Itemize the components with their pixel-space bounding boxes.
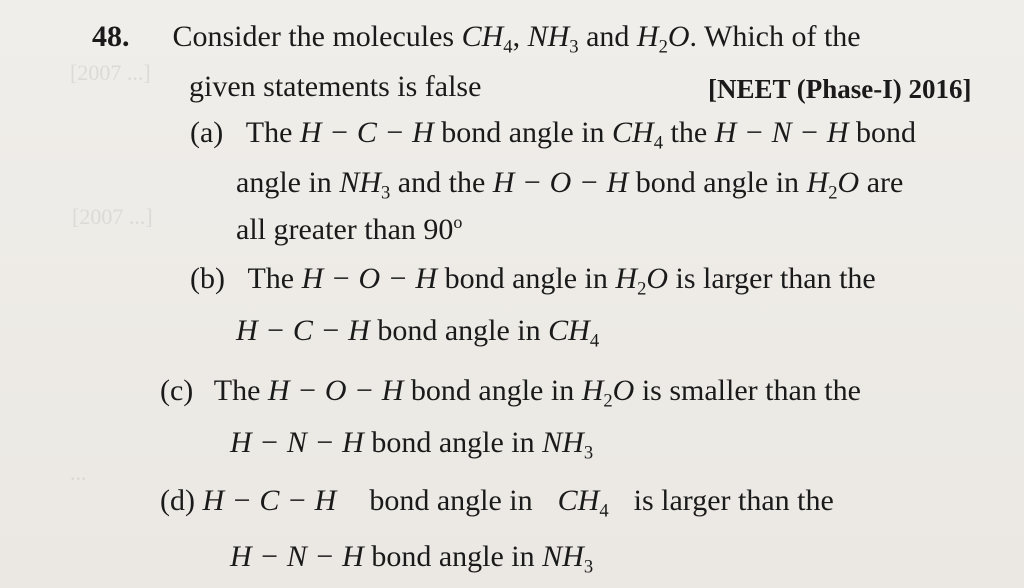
option-c-line-2: H − N − H bond angle in $NH_3$	[230, 426, 594, 464]
option-label: (c)	[160, 374, 194, 407]
bond-hoh: H − O − H	[267, 374, 404, 407]
option-label: (b)	[190, 262, 225, 295]
formula-nh3: $NH_3$	[339, 166, 391, 204]
question-and: and	[586, 20, 630, 53]
option-d-line-2: H − N − H bond angle in $NH_3$	[230, 540, 594, 578]
option-label: (a)	[190, 116, 224, 149]
option-b-line-1: (b) The H − O − H bond angle in $H_2O$ is larger than the	[190, 262, 876, 300]
bleed-through-text: ...	[70, 460, 87, 485]
bond-hnh: H − N − H	[230, 426, 364, 459]
bond-hch: H − C − H	[202, 484, 337, 517]
formula-ch4: $CH_4$	[548, 314, 600, 352]
formula-nh3: $NH_3$	[542, 540, 594, 578]
option-d-line-1: (d) H − C − H bond angle in $CH_4$ is larger than the	[160, 484, 834, 522]
bond-hoh: H − O − H	[301, 262, 438, 295]
formula-h2o: $H_2O$	[636, 20, 690, 58]
bleed-through-text: [2007 ...]	[72, 204, 153, 229]
formula-h2o: $H_2O$	[806, 166, 860, 204]
bond-hch: H − C − H	[236, 314, 370, 347]
question-number: 48.	[92, 20, 130, 53]
bond-hnh: H − N − H	[230, 540, 364, 573]
option-a-line-3: all greater than 90$^o$	[236, 212, 463, 246]
question-line-2: given statements is false	[189, 70, 482, 103]
bond-hnh: H − N − H	[714, 116, 849, 149]
option-b-line-2: H − C − H bond angle in $CH_4$	[236, 314, 600, 352]
bond-hoh: H − O − H	[492, 166, 629, 199]
formula-nh3: $NH_3$	[527, 20, 579, 58]
formula-ch4: $CH_4$	[557, 484, 609, 522]
formula-h2o: $H_2O$	[581, 374, 635, 412]
question-tail: . Which of the	[689, 20, 861, 53]
question-intro: Consider the molecules	[172, 20, 455, 53]
formula-ch4: $CH_4$	[461, 20, 513, 58]
bleed-through-text: [2007 ...]	[70, 60, 151, 85]
option-label: (d)	[160, 484, 195, 517]
option-a-line-2: angle in $NH_3$ and the H − O − H bond angle in $H_2O$ are	[236, 166, 904, 204]
bond-hch: H − C − H	[299, 116, 434, 149]
exam-source-tag: [NEET (Phase-I) 2016]	[708, 74, 972, 104]
option-c-line-1: (c) The H − O − H bond angle in $H_2O$ is smaller than the	[160, 374, 861, 412]
formula-h2o: $H_2O$	[615, 262, 669, 300]
formula-ch4: $CH_4$	[612, 116, 664, 154]
formula-nh3: $NH_3$	[542, 426, 594, 464]
option-a-line-1: (a) The H − C − H bond angle in $CH_4$ the H − N − H bond	[190, 116, 917, 154]
question-line-1: 48. Consider the molecules $CH_4$, $NH_3$ and $H_2O$. Which of the	[92, 20, 861, 58]
